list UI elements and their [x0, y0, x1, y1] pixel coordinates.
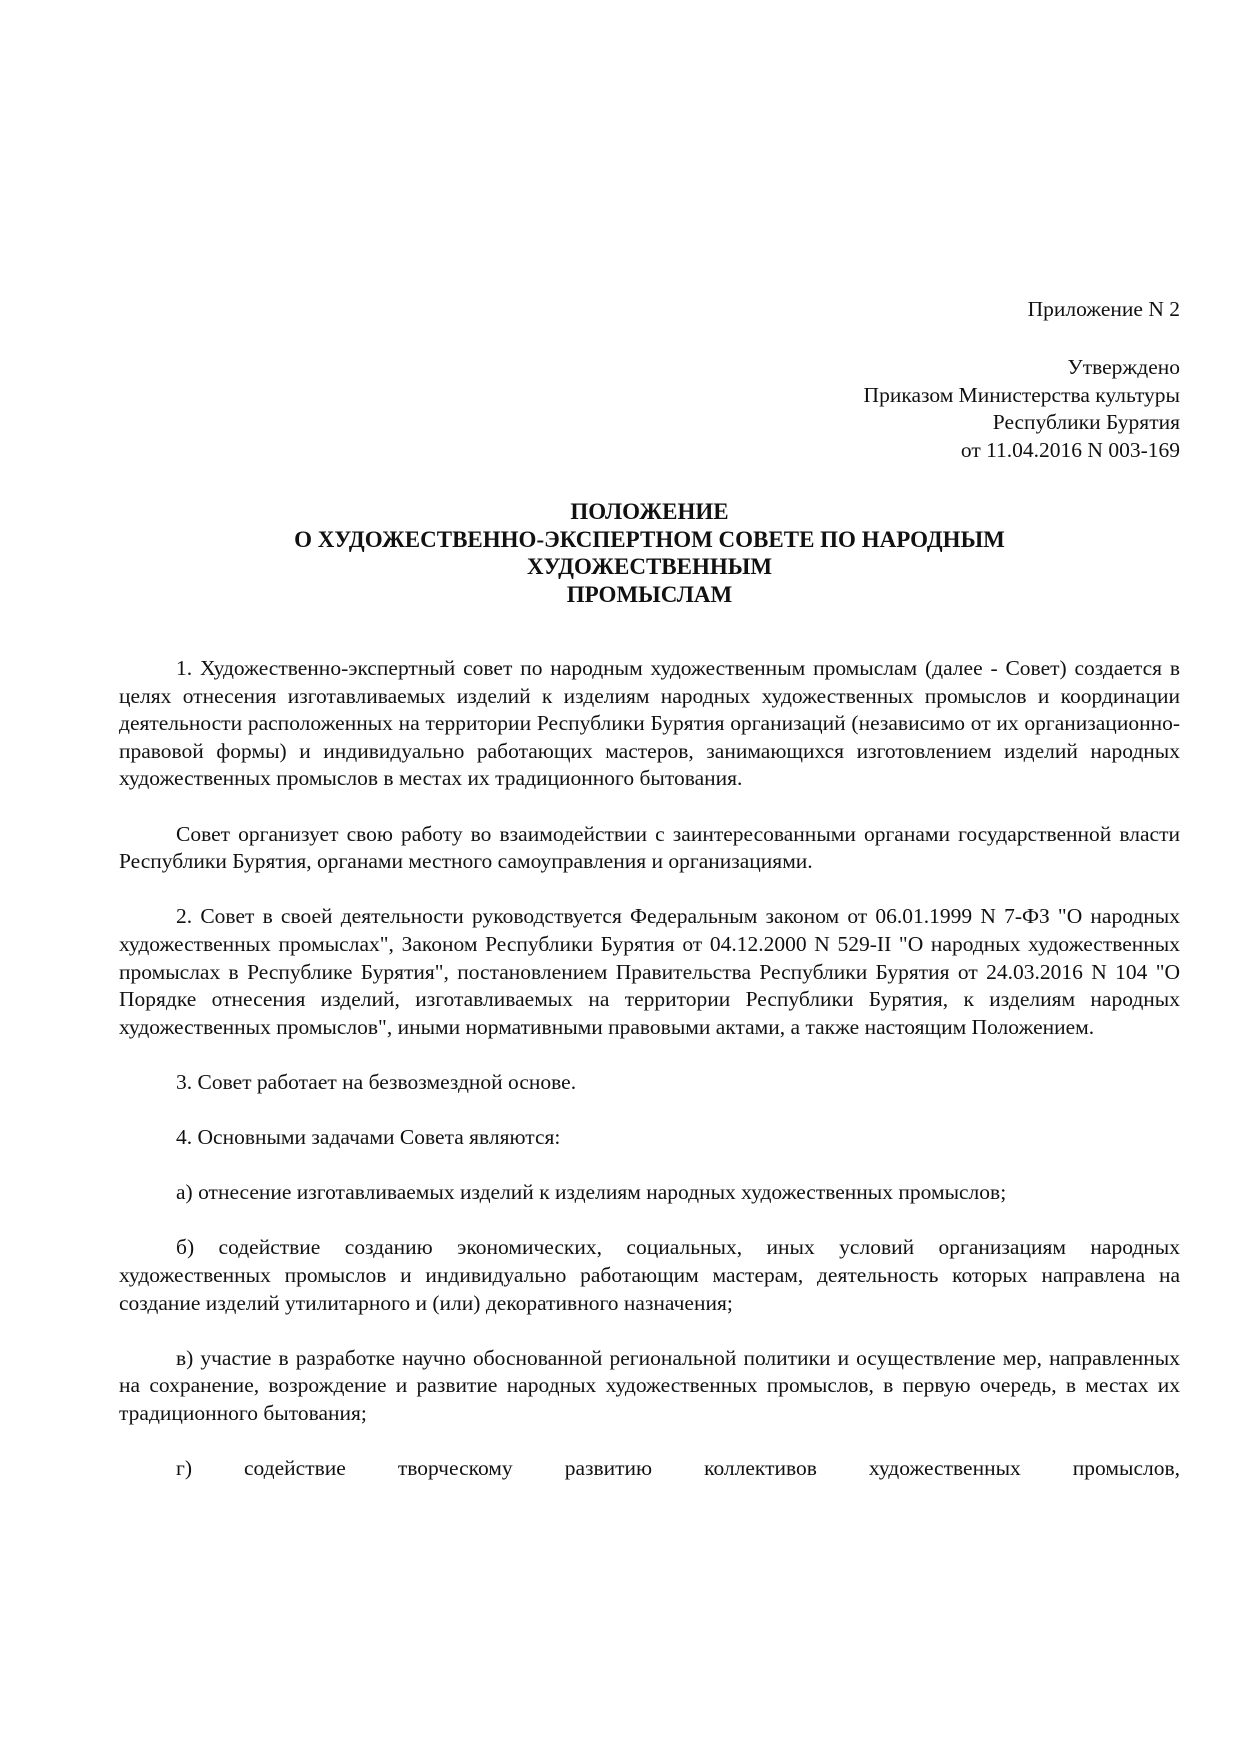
title-line: О ХУДОЖЕСТВЕННО-ЭКСПЕРТНОМ СОВЕТЕ ПО НАРОДНЫМ [294, 526, 1005, 552]
annex-label: Приложение N 2 [1027, 297, 1180, 321]
paragraph-4: 4. Основными задачами Совета являются: [176, 1125, 561, 1150]
document-body [119, 655, 1180, 1510]
title-line: ПРОМЫСЛАМ [566, 581, 733, 607]
approval-line: Республики Бурятия [992, 410, 1180, 434]
paragraph-3: 3. Совет работает на безвозмездной основе. [176, 1069, 577, 1094]
paragraph-4d: г) содействие творческому развитию коллективов художественных промыслов, [176, 1456, 1180, 1481]
document-title [119, 498, 1180, 608]
title-line: ПОЛОЖЕНИЕ [570, 499, 729, 524]
paragraph-1-cont: Совет организует свою работу во взаимодействии с заинтересованными органами государственной власти Республики Бурятия, органами местного самоуправления и организациями. [119, 821, 1180, 874]
paragraph-1: 1. Художественно-экспертный совет по народным художественным промыслам (далее - Совет) создается в целях отнесения изготавливаемых изделий к изделиям народных художественных промыслов и координации деятельности расположенных на территории Республики Бурятия организаций (независимо от их организационно-правовой формы) и индивидуально работающих мастеров, занимающихся изготовлением изделий народных художественных промыслов в местах их традиционного бытования. [119, 656, 1180, 791]
paragraph-4a: а) отнесение изготавливаемых изделий к изделиям народных художественных промыслов; [176, 1180, 1007, 1205]
approval-line: от 11.04.2016 N 003-169 [960, 437, 1180, 462]
approval-line: Утверждено [1067, 355, 1180, 379]
title-line: ХУДОЖЕСТВЕННЫМ [526, 554, 773, 579]
paragraph-2: 2. Совет в своей деятельности руководствуется Федеральным законом от 06.01.1999 N 7-ФЗ "О народных художественных промыслах", Законом Республики Бурятия от 04.12.2000 N 529-II "О народных художественных промыслах в Республике Бурятия", постановлением Правительства Республики Бурятия от 24.03.2016 N 104 "О Порядке отнесения изделий, изготавливаемых на территории Республики Бурятия, к изделиям народных художественных промыслов", иными нормативными правовыми актами, а также настоящим Положением. [119, 904, 1180, 1039]
approval-block [864, 354, 1180, 464]
approval-line: Приказом Министерства культуры [863, 382, 1180, 407]
paragraph-4b: б) содействие созданию экономических, социальных, иных условий организациям народных художественных промыслов и индивидуально работающим мастерам, деятельность которых направлена на создание изделий утилитарного и (или) декоративного назначения; [119, 1235, 1180, 1315]
paragraph-4c: в) участие в разработке научно обоснованной региональной политики и осуществление мер, направленных на сохранение, возрождение и развитие народных художественных промыслов, в первую очередь, в местах их традиционного бытования; [119, 1345, 1180, 1426]
